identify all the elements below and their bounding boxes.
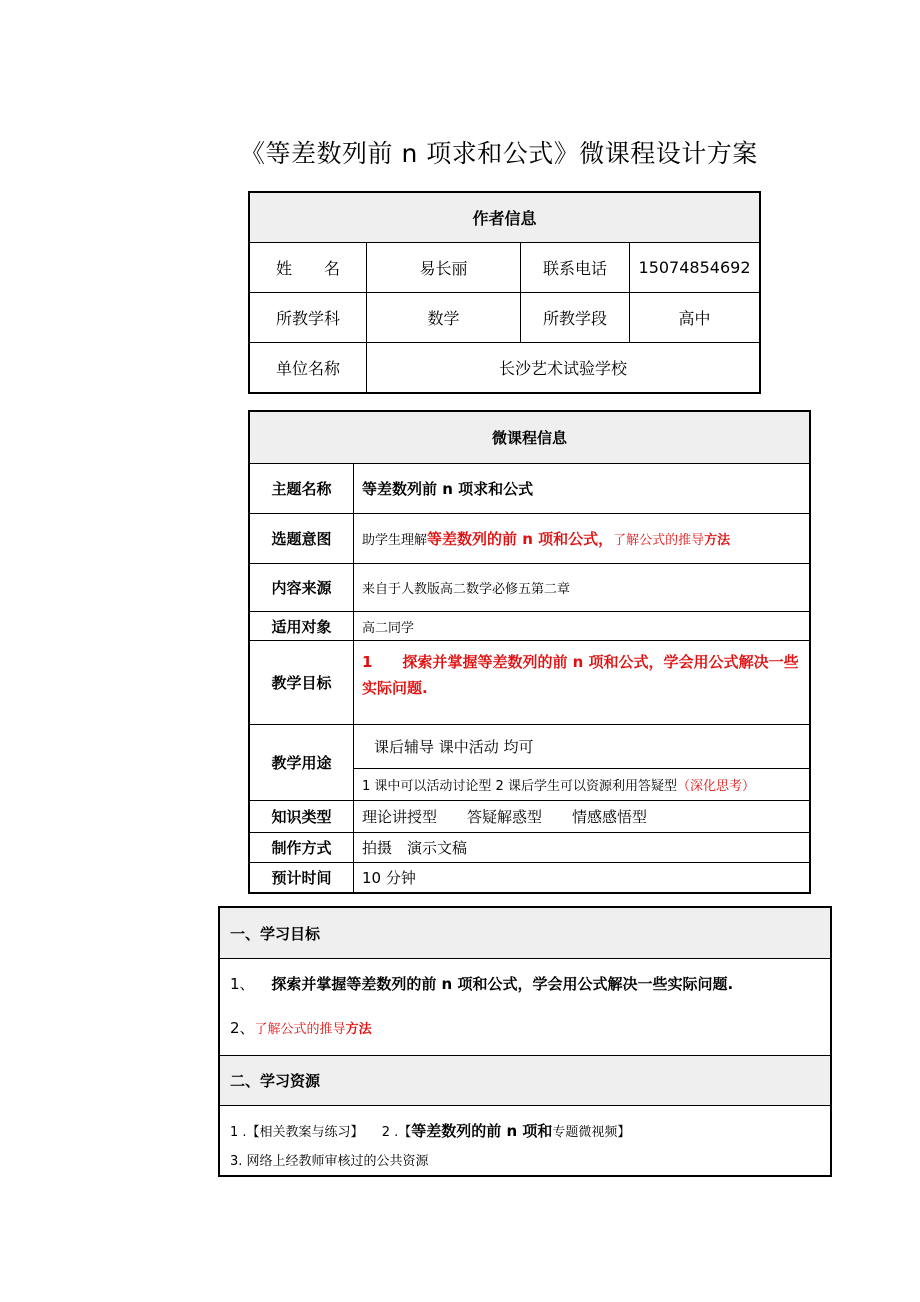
usage-line2-text: 1 课中可以活动讨论型 2 课后学生可以资源利用答疑型 [362,779,677,794]
intent-mid: 了解公式的推导 [613,533,705,548]
res1-a: 1 .【相关教案与练习】 [230,1125,364,1140]
intent-bold: 等差数列的前 n 项和公式， [427,530,614,548]
source-value: 来自于人教版高二数学必修五第二章 [354,564,810,612]
topic-label: 主题名称 [250,464,354,514]
intent-value [354,514,810,564]
stage-value: 高中 [630,293,760,343]
source-label: 内容来源 [250,564,354,612]
phone-value: 15074854692 [630,243,760,293]
time-label: 预计时间 [250,863,354,893]
resources-header: 二、学习资源 [220,1056,831,1106]
method-value: 拍摄 演示文稿 [354,833,810,863]
goal2-text: 了解公式的推导 [254,1022,346,1037]
subject-label: 所教学科 [250,293,367,343]
goal1-text: 探索并掌握等差数列的前 n 项和公式，学会用公式解决一些实际问题. [271,975,734,993]
course-info-header: 微课程信息 [250,412,810,464]
unit-value: 长沙艺术试验学校 [367,343,760,393]
name-label: 姓 名 [250,243,367,293]
goal2-num: 2、 [230,1019,255,1037]
method-label: 制作方式 [250,833,354,863]
goals-body [220,959,831,1056]
usage-line2 [354,769,810,801]
goal2-end: 方法 [345,1022,372,1037]
res2: 3. 网络上经教师审核过的公共资源 [230,1154,429,1169]
usage-label: 教学用途 [250,725,354,801]
course-info-table [249,411,810,893]
page-title: 《等差数列前 n 项求和公式》微课程设计方案 [240,139,758,168]
res1-b-pre: 2 .【 [381,1125,412,1140]
intent-end: 方法 [704,533,731,548]
resources-body [220,1106,831,1176]
stage-label: 所教学段 [521,293,630,343]
goal-label: 教学目标 [250,641,354,725]
subject-value: 数学 [367,293,521,343]
author-info-header: 作者信息 [250,193,760,243]
audience-value: 高二同学 [354,612,810,641]
goals-header: 一、学习目标 [220,908,831,959]
usage-line2-red: （深化思考） [676,779,755,794]
phone-label: 联系电话 [521,243,630,293]
intent-label: 选题意图 [250,514,354,564]
learning-table [219,907,831,1176]
audience-label: 适用对象 [250,612,354,641]
author-info-table [249,192,760,393]
unit-label: 单位名称 [250,343,367,393]
time-value: 10 分钟 [354,863,810,893]
usage-line1: 课后辅导 课中活动 均可 [354,725,810,769]
name-value: 易长丽 [367,243,521,293]
goal1-num: 1、 [230,975,255,993]
knowledge-label: 知识类型 [250,801,354,833]
topic-value: 等差数列前 n 项求和公式 [354,464,810,514]
goal-value: 1 探索并掌握等差数列的前 n 项和公式，学会用公式解决一些实际问题. [354,641,810,725]
res1-b-post: 专题微视频】 [552,1125,631,1140]
res1-b-bold: 等差数列的前 n 项和 [411,1122,553,1140]
knowledge-value: 理论讲授型 答疑解惑型 情感感悟型 [354,801,810,833]
intent-pre: 助学生理解 [362,533,428,548]
